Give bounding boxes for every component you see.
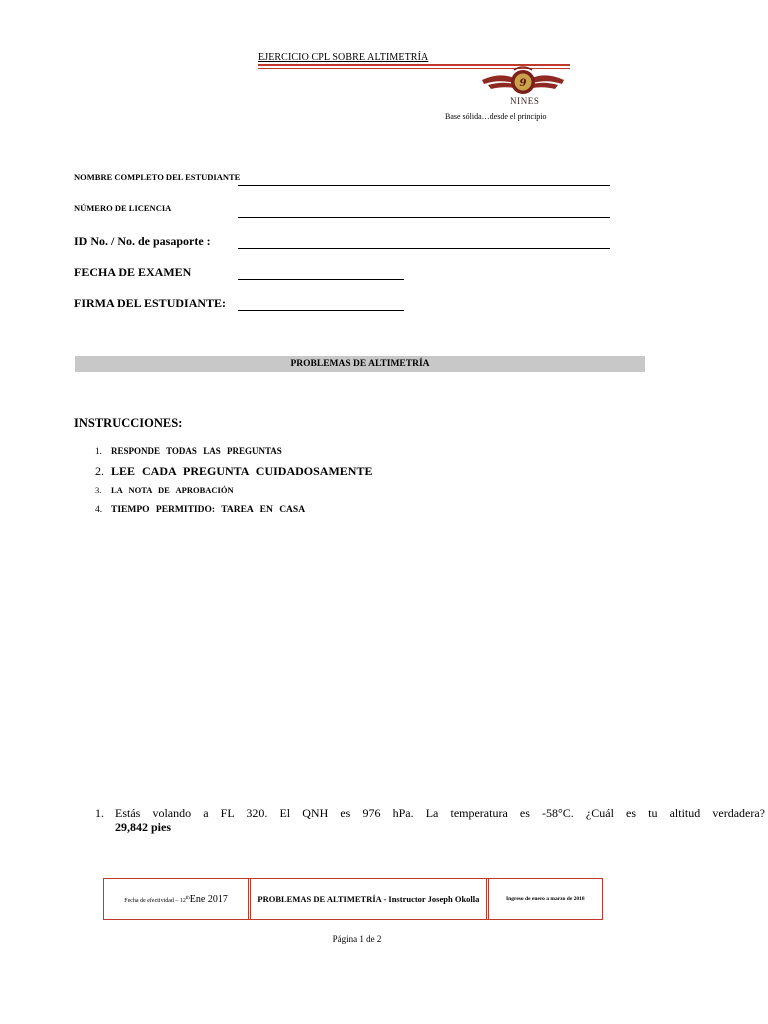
section-band bbox=[75, 356, 645, 372]
question-item bbox=[95, 806, 768, 834]
document-title: EJERCICIO CPL SOBRE ALTIMETRÍA bbox=[258, 52, 429, 63]
instruction-text: TIEMPO PERMITIDO: TAREA EN CASA bbox=[111, 505, 306, 515]
instruction-num: 1. bbox=[95, 446, 102, 456]
exam-date-field[interactable] bbox=[238, 279, 404, 280]
logo-text: NINES bbox=[510, 96, 540, 106]
effective-sup: th bbox=[185, 895, 190, 901]
instruction-item bbox=[95, 464, 372, 479]
footer-effective-date bbox=[104, 879, 249, 919]
full-name-field[interactable] bbox=[238, 185, 610, 186]
signature-field[interactable] bbox=[238, 310, 404, 311]
instruction-num: 2. bbox=[95, 464, 104, 478]
page-number: Página 1 de 2 bbox=[332, 934, 382, 944]
instruction-num: 4. bbox=[95, 505, 103, 515]
instruction-item bbox=[95, 446, 282, 456]
effective-date: Ene 2017 bbox=[189, 893, 228, 905]
question-num: 1. bbox=[95, 806, 104, 820]
instruction-text: RESPONDE TODAS LAS PREGUNTAS bbox=[111, 446, 282, 456]
license-field[interactable] bbox=[238, 217, 610, 218]
svg-text:9: 9 bbox=[519, 78, 527, 89]
instruction-item bbox=[95, 485, 234, 495]
signature-label: FIRMA DEL ESTUDIANTE: bbox=[74, 296, 227, 310]
section-title: PROBLEMAS DE ALTIMETRÍA bbox=[290, 359, 430, 369]
question-answer: 29,842 pies bbox=[115, 820, 172, 834]
instruction-text: LEE CADA PREGUNTA CUIDADOSAMENTE bbox=[111, 464, 373, 478]
id-field[interactable] bbox=[238, 248, 610, 249]
license-label: NÚMERO DE LICENCIA bbox=[74, 203, 172, 213]
effective-prefix: Fecha de efectividad – 12 bbox=[124, 897, 186, 904]
exam-date-label: FECHA DE EXAMEN bbox=[74, 265, 192, 279]
instruction-text: LA NOTA DE APROBACIÓN bbox=[111, 485, 234, 495]
id-label: ID No. / No. de pasaporte : bbox=[74, 234, 211, 248]
instructions-heading: INSTRUCCIONES: bbox=[74, 416, 183, 430]
footer-intake: Ingreso de enero a marzo de 2018 bbox=[488, 879, 602, 919]
full-name-label: NOMBRE COMPLETO DEL ESTUDIANTE bbox=[74, 172, 241, 182]
footer-course-title: PROBLEMAS DE ALTIMETRÍA - Instructor Joseph Okolla bbox=[250, 879, 487, 919]
instruction-item bbox=[95, 505, 305, 515]
question-text: Estás volando a FL 320. El QNH es 976 hPa. La temperatura es -58°C. ¿Cuál es tu altitud verdadera? bbox=[115, 806, 765, 820]
slogan: Base sólida…desde el principio bbox=[445, 112, 547, 121]
footer-box bbox=[103, 878, 603, 920]
instruction-num: 3. bbox=[95, 485, 102, 495]
